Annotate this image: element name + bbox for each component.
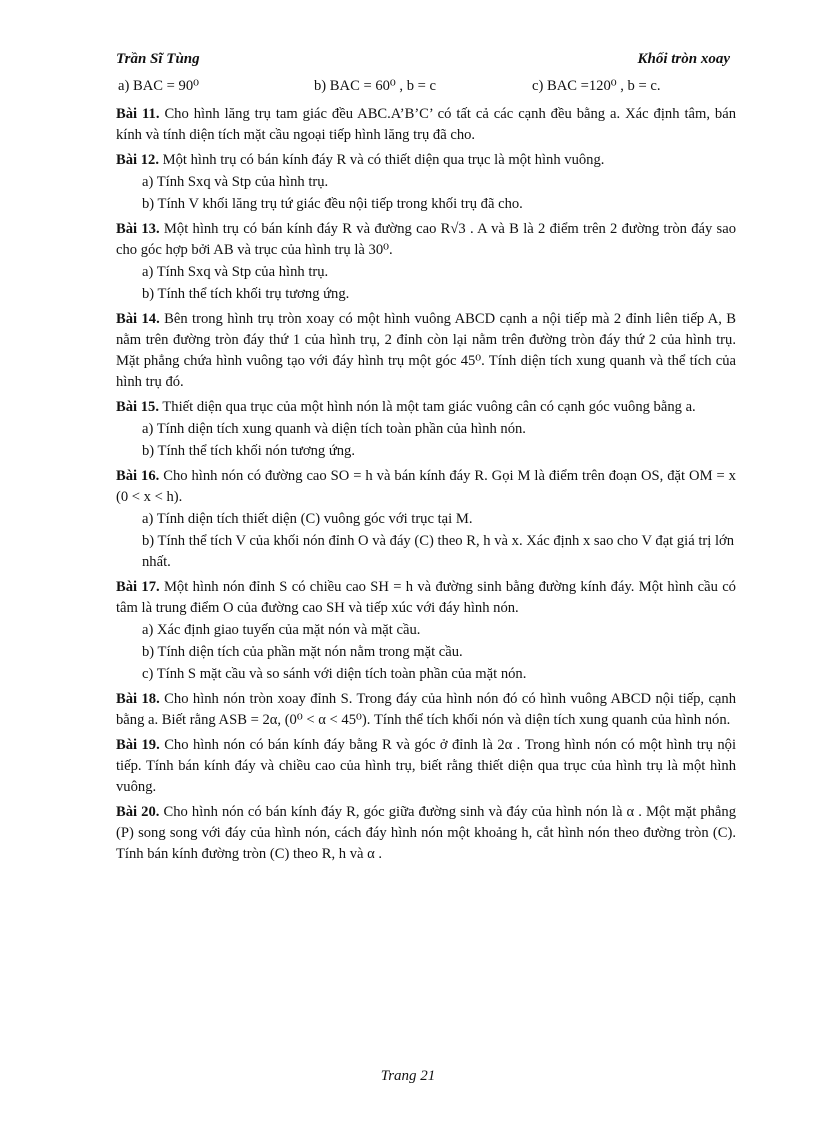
problem-20	[116, 802, 736, 865]
page-header	[116, 51, 730, 71]
problem-label: Bài 17.	[116, 579, 160, 595]
problem-18	[116, 689, 736, 731]
problem-text: Một hình trụ có bán kính đáy R và có thiết diện qua trục là một hình vuông.	[162, 152, 605, 168]
problem-text: Cho hình lăng trụ tam giác đều ABC.A’B’C’ có tất cả các cạnh đều bằng a. Xác định tâm, bán kính và tính diện tích mặt cầu ngoại tiếp hình lăng trụ đã cho.	[116, 106, 736, 143]
angle-case-c: c) BAC =120⁰ , b = c.	[532, 78, 661, 94]
angle-case-a: a) BAC = 90⁰	[118, 78, 199, 94]
problem-text: Cho hình nón có bán kính đáy R, góc giữa đường sinh và đáy của hình nón là α . Một mặt phẳng (P) song song với đáy của hình nón, cách đáy hình nón một khoảng h, cắt hình nón theo đường tròn (C). Tính bán kính đường tròn (C) theo R, h và α .	[116, 804, 737, 862]
problem-15-part-a: a) Tính diện tích xung quanh và diện tích toàn phần của hình nón.	[142, 421, 526, 437]
problem-text: Cho hình nón tròn xoay đỉnh S. Trong đáy của hình nón đó có hình vuông ABCD nội tiếp, cạnh bằng a. Biết rằng ASB = 2α, (0⁰ < α < 45⁰). Tính thể tích khối nón và diện tích xung quanh của hình nón.	[116, 691, 737, 728]
problem-17	[116, 577, 736, 619]
problem-16-part-a: a) Tính diện tích thiết diện (C) vuông góc với trục tại M.	[142, 511, 473, 527]
problem-text: Một hình nón đỉnh S có chiều cao SH = h và đường sinh bằng đường kính đáy. Một hình cầu có tâm là trung điểm O của đường cao SH và tiếp xúc với đáy hình nón.	[116, 579, 736, 616]
problem-14	[116, 309, 736, 393]
problem-17-part-c: c) Tính S mặt cầu và so sánh với diện tích toàn phần của mặt nón.	[142, 666, 527, 682]
angle-case-b: b) BAC = 60⁰ , b = c	[314, 78, 437, 94]
problem-13-part-a: a) Tính Sxq và Stp của hình trụ.	[142, 264, 329, 280]
problem-text: Thiết diện qua trục của một hình nón là một tam giác vuông cân có cạnh góc vuông bằng a.	[162, 399, 696, 415]
problem-19	[116, 735, 736, 798]
problem-text: Cho hình nón có đường cao SO = h và bán kính đáy R. Gọi M là điểm trên đoạn OS, đặt OM = x (0 < x < h).	[116, 468, 736, 505]
chapter-title: Khối tròn xoay	[637, 51, 730, 67]
problem-label: Bài 16.	[116, 468, 160, 484]
angle-cases-row	[116, 76, 736, 100]
problem-text: Cho hình nón có bán kính đáy bằng R và góc ở đỉnh là 2α . Trong hình nón có một hình trụ nội tiếp. Tính bán kính đáy và chiều cao của hình trụ, biết rằng thiết diện qua trục của hình trụ là một hình vuông.	[116, 737, 736, 795]
problem-15	[116, 397, 736, 418]
problem-label: Bài 12.	[116, 152, 159, 168]
problem-label: Bài 20.	[116, 804, 160, 820]
problem-13-part-b: b) Tính thể tích khối trụ tương ứng.	[142, 286, 350, 302]
problem-label: Bài 19.	[116, 737, 160, 753]
page-number: Trang 21	[380, 1068, 436, 1084]
problem-text: Bên trong hình trụ tròn xoay có một hình vuông ABCD cạnh a nội tiếp mà 2 đỉnh liên tiếp A, B nằm trên đường tròn đáy thứ 1 của hình trụ, 2 đỉnh còn lại nằm trên đường tròn đáy thứ 2 của hình trụ. Mặt phẳng chứa hình vuông tạo với đáy hình trụ một góc 45⁰. Tính diện tích xung quanh và thể tích của hình trụ đó.	[116, 311, 736, 390]
author-name: Trần Sĩ Tùng	[116, 51, 200, 67]
problem-12	[116, 150, 736, 171]
problem-label: Bài 11.	[116, 106, 160, 122]
problem-12-part-a: a) Tính Sxq và Stp của hình trụ.	[142, 174, 329, 190]
problem-12-part-b: b) Tính V khối lăng trụ tứ giác đều nội tiếp trong khối trụ đã cho.	[142, 196, 523, 212]
problem-16	[116, 466, 736, 508]
problem-17-part-a: a) Xác định giao tuyến của mặt nón và mặt cầu.	[142, 622, 421, 638]
problem-label: Bài 13.	[116, 221, 160, 237]
problem-16-part-b: b) Tính thể tích V của khối nón đỉnh O và đáy (C) theo R, h và x. Xác định x sao cho V đạt giá trị lớn nhất.	[142, 533, 735, 570]
problem-13	[116, 219, 736, 261]
problem-list	[116, 76, 736, 865]
problem-15-part-b: b) Tính thể tích khối nón tương ứng.	[142, 443, 355, 459]
problem-17-part-b: b) Tính diện tích của phần mặt nón nằm trong mặt cầu.	[142, 644, 463, 660]
problem-label: Bài 18.	[116, 691, 160, 707]
problem-label: Bài 15.	[116, 399, 159, 415]
problem-11	[116, 104, 736, 146]
problem-text: Một hình trụ có bán kính đáy R và đường cao R√3 . A và B là 2 điểm trên 2 đường tròn đáy sao cho góc hợp bởi AB và trục của hình trụ là 30⁰.	[116, 221, 737, 258]
problem-label: Bài 14.	[116, 311, 160, 327]
